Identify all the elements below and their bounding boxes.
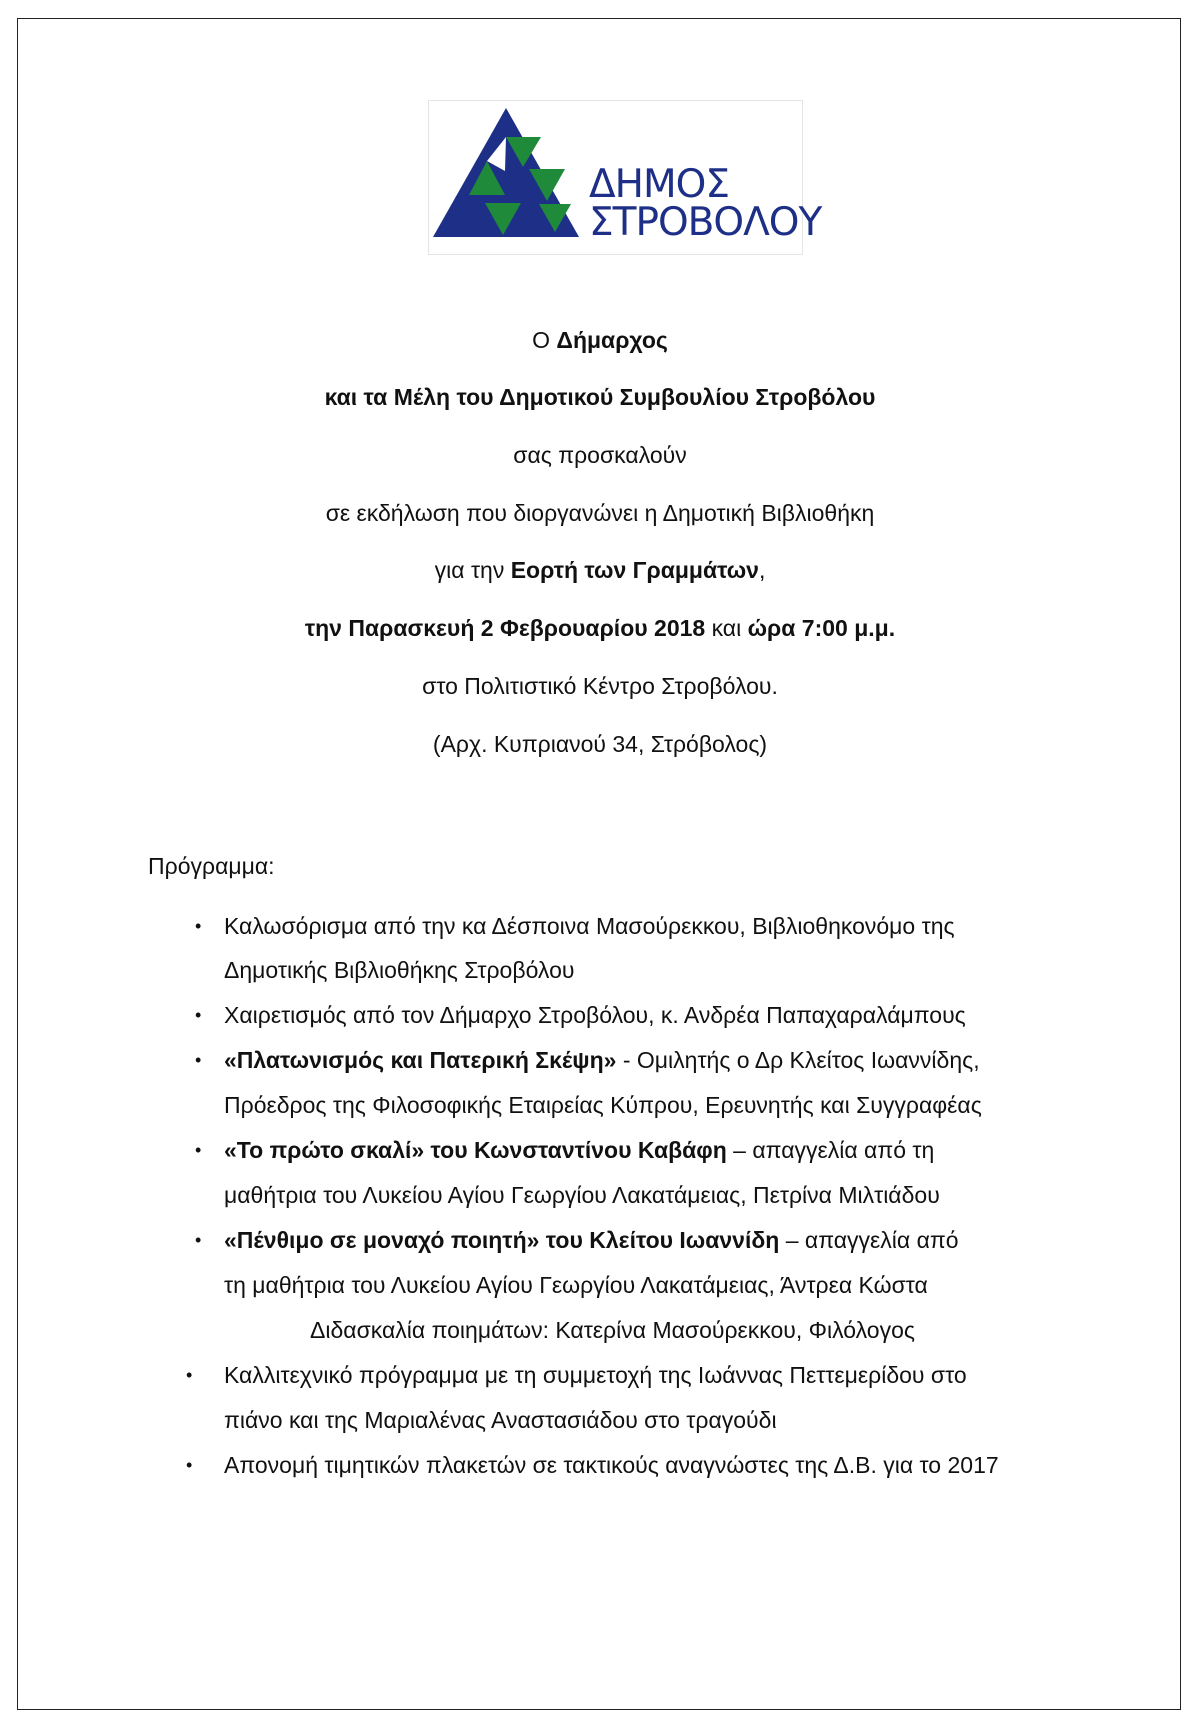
program-item-2-line-1: Χαιρετισμός από τον Δήμαρχο Στροβόλου, κ. Ανδρέα Παπαχαραλάμπους: [224, 1002, 966, 1028]
program-item-1-line-1: Καλωσόρισμα από την κα Δέσποινα Μασούρεκκου, Βιβλιοθηκονόμο της: [224, 913, 955, 939]
invitation-line-3: σας προσκαλούν: [513, 442, 687, 468]
program-item-3-line-2: Πρόεδρος της Φιλοσοφικής Εταιρείας Κύπρου, Ερευνητής και Συγγραφέας: [224, 1092, 982, 1118]
program-item-4-line-2: μαθήτρια του Λυκείου Αγίου Γεωργίου Λακατάμειας, Πετρίνα Μιλτιάδου: [224, 1182, 940, 1208]
event-name: Εορτή των Γραμμάτων: [510, 557, 759, 583]
program-item-6-line-1: Καλλιτεχνικό πρόγραμμα με τη συμμετοχή της Ιωάννας Πεττεμερίδου στο: [224, 1362, 967, 1388]
invitation-line-2: και τα Μέλη του Δημοτικού Συμβουλίου Στροβόλου: [324, 384, 876, 410]
venue-address: (Αρχ. Κυπριανού 34, Στρόβολος): [432, 731, 768, 757]
invitation-line-4: σε εκδήλωση που διοργανώνει η Δημοτική Βιβλιοθήκη: [325, 500, 875, 526]
invitation-line-1: Ο Δήμαρχος: [532, 327, 668, 353]
bullet-icon: •: [186, 1455, 193, 1475]
invitation-line-6: την Παρασκευή 2 Φεβρουαρίου 2018 και ώρα 7:00 μ.μ.: [304, 615, 896, 641]
program-item-4-line-1: «Το πρώτο σκαλί» του Κωνσταντίνου Καβάφη – απαγγελία από τη: [224, 1137, 935, 1163]
bullet-icon: •: [195, 1050, 202, 1070]
bullet-icon: •: [195, 1005, 202, 1025]
program-item-7-line-1: Απονομή τιμητικών πλακετών σε τακτικούς αναγνώστες της Δ.Β. για το 2017: [224, 1452, 999, 1478]
program-item-5-line-2: τη μαθήτρια του Λυκείου Αγίου Γεωργίου Λακατάμειας, Άντρεα Κώστα: [224, 1272, 928, 1298]
event-time: ώρα 7:00 μ.μ.: [747, 615, 896, 641]
program-item-3-line-1: «Πλατωνισμός και Πατερική Σκέψη» - Ομιλητής ο Δρ Κλείτος Ιωαννίδης,: [224, 1047, 980, 1073]
mayor-title: Δήμαρχος: [556, 327, 668, 353]
event-date: την Παρασκευή 2 Φεβρουαρίου 2018: [304, 615, 706, 641]
logo-text-line2: ΣΤΡΟΒΟΛΟΥ: [589, 200, 822, 245]
municipality-logo: [428, 100, 822, 255]
bullet-icon: •: [195, 1140, 202, 1160]
program-item-6-line-2: πιάνο και της Μαριαλένας Αναστασιάδου στο τραγούδι: [224, 1407, 777, 1433]
bullet-icon: •: [186, 1365, 193, 1385]
logo-text-line1: ΔΗΜΟΣ: [589, 162, 729, 207]
program-item-5-line-3: Διδασκαλία ποιημάτων: Κατερίνα Μασούρεκκου, Φιλόλογος: [310, 1317, 915, 1343]
program-title: Πρόγραμμα:: [148, 853, 275, 879]
invitation-line-5: για την Εορτή των Γραμμάτων,: [434, 557, 766, 583]
bullet-icon: •: [195, 916, 202, 936]
program-item-5-line-1: «Πένθιμο σε μοναχό ποιητή» του Κλείτου Ιωαννίδη – απαγγελία από: [224, 1227, 959, 1253]
program-item-1-line-2: Δημοτικής Βιβλιοθήκης Στροβόλου: [224, 957, 575, 983]
invitation-line-7: στο Πολιτιστικό Κέντρο Στροβόλου.: [422, 673, 778, 699]
bullet-icon: •: [195, 1230, 202, 1250]
